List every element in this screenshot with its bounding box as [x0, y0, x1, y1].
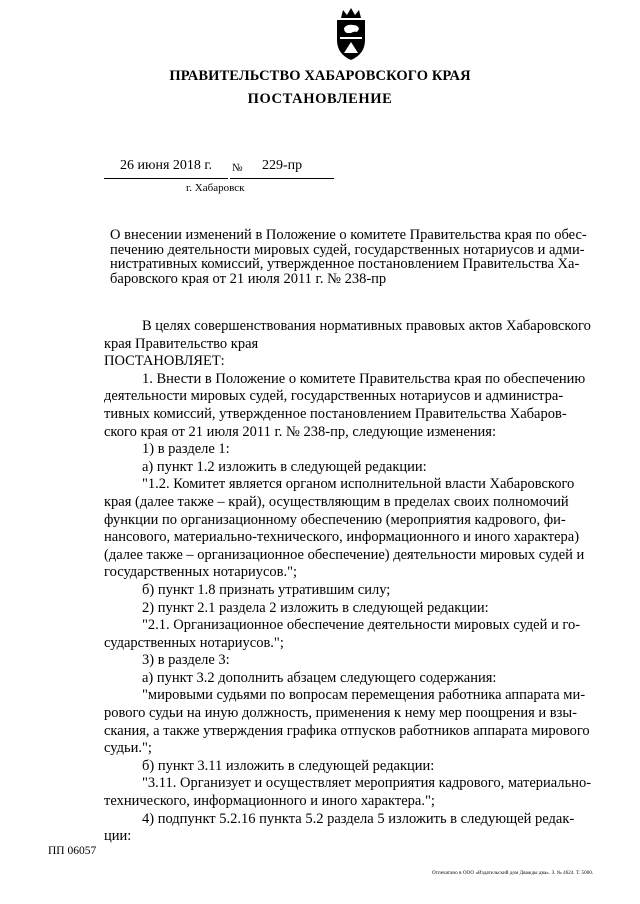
body-line: 2) пункт 2.1 раздела 2 изложить в следующей редакции:	[142, 599, 489, 616]
subject-line: печению деятельности мировых судей, государственных нотариусов и адми-	[110, 241, 585, 258]
body-line: сударственных нотариусов.";	[104, 634, 284, 651]
subject-line: нистративных комиссий, утвержденное постановлением Правительства Ха-	[110, 256, 580, 272]
body-line: технического, информационного и иного характера.";	[104, 793, 435, 810]
body-line: рового судьи на иную должность, применения к нему мер поощрения и взы-	[104, 705, 577, 722]
body-line: ции:	[104, 828, 132, 845]
number-underline	[230, 178, 334, 179]
body-line: нансового, материально-технического, информационного и иного характера)	[104, 529, 580, 546]
document-type-title: ПОСТАНОВЛЕНИЕ	[247, 91, 393, 107]
body-line: 1. Внести в Положение о комитете Правительства края по обеспечению	[142, 370, 586, 387]
document-number: 229-пр	[262, 158, 303, 173]
printing-imprint: Отпечатано в ООО «Издательский дом Дважды два». З. № 4624. Т. 5000.	[432, 871, 594, 876]
body-line: края Правительство края	[104, 335, 259, 352]
body-line: 1) в разделе 1:	[142, 441, 230, 458]
body-line: ского края от 21 июля 2011 г. № 238-пр, следующие изменения:	[104, 423, 497, 440]
body-line: "мировыми судьями по вопросам перемещения работника аппарата ми-	[142, 687, 586, 704]
body-line: а) пункт 3.2 дополнить абзацем следующего содержания:	[142, 669, 497, 686]
subject-line: баровского края от 21 июля 2011 г. № 238-пр	[110, 270, 387, 287]
body-line: "1.2. Комитет является органом исполнительной власти Хабаровского	[142, 476, 575, 493]
date-underline	[104, 178, 228, 179]
body-line: скания, а также утверждения графика отпусков работников аппарата мирового	[104, 722, 590, 739]
body-line: деятельности мировых судей, государственных нотариусов и администра-	[104, 388, 564, 405]
body-line: края (далее также – край), осуществляющим в пределах своих полномочий	[104, 493, 569, 510]
body-line: функции по организационному обеспечению (мероприятия кадрового, фи-	[104, 511, 566, 528]
document-city: г. Хабаровск	[186, 182, 245, 194]
coat-of-arms-emblem	[331, 6, 371, 62]
body-line: "2.1. Организационное обеспечение деятельности мировых судей и го-	[142, 617, 581, 634]
body-line: а) пункт 1.2 изложить в следующей редакции:	[142, 458, 427, 475]
body-line: государственных нотариусов.";	[104, 564, 298, 581]
body-line: тивных комиссий, утвержденное постановлением Правительства Хабаров-	[104, 405, 567, 422]
body-line: 4) подпункт 5.2.16 пункта 5.2 раздела 5 изложить в следующей редак-	[142, 810, 575, 827]
body-line: судьи.";	[104, 740, 152, 757]
body-line: "3.11. Организует и осуществляет мероприятия кадрового, материально-	[142, 775, 592, 792]
document-date: 26 июня 2018 г.	[120, 158, 213, 173]
body-line-decree: ПОСТАНОВЛЯЕТ:	[104, 353, 225, 370]
organization-title: ПРАВИТЕЛЬСТВО ХАБАРОВСКОГО КРАЯ	[169, 68, 471, 84]
document-subject	[110, 228, 610, 286]
body-line: б) пункт 3.11 изложить в следующей редакции:	[142, 757, 435, 774]
body-line: В целях совершенствования нормативных правовых актов Хабаровского	[142, 318, 591, 334]
subject-line: О внесении изменений в Положение о комитете Правительства края по обес-	[110, 227, 587, 243]
body-line: 3) в разделе 3:	[142, 652, 230, 669]
document-body	[104, 318, 610, 846]
document-code: ПП 06057	[48, 845, 97, 857]
body-line: б) пункт 1.8 признать утратившим силу;	[142, 581, 391, 598]
number-sign: №	[232, 162, 243, 174]
body-line: (далее также – организационное обеспечение) деятельности мировых судей и	[104, 546, 585, 563]
